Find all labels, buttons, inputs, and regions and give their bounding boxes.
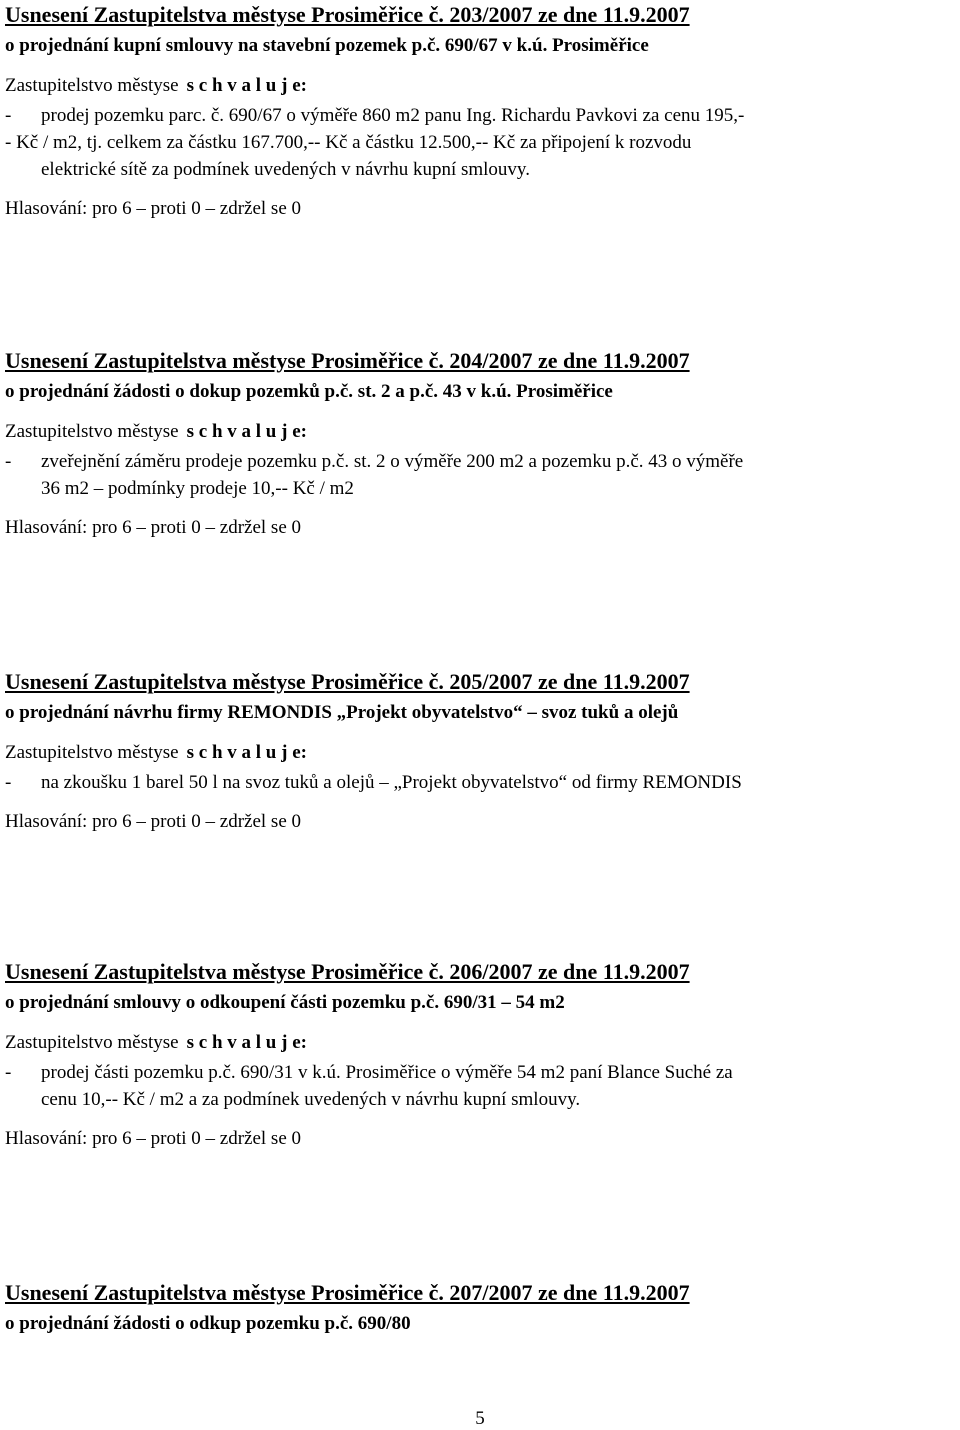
approves-lead: Zastupitelstvo městyse (5, 75, 179, 96)
item-line: 36 m2 – podmínky prodeje 10,-- Kč / m2 (41, 478, 354, 499)
resolution-item (5, 448, 960, 502)
item-text (41, 769, 960, 796)
approves-lead: Zastupitelstvo městyse (5, 421, 179, 442)
resolution-203 (5, 2, 960, 223)
item-dash: - (5, 451, 12, 472)
item-line: zveřejnění záměru prodeje pozemku p.č. st. 2 o výměře 200 m2 a pozemku p.č. 43 o výměře (41, 451, 744, 472)
resolution-205 (5, 669, 960, 836)
resolution-title: Usnesení Zastupitelstva městyse Prosiměřice č. 206/2007 ze dne 11.9.2007 (5, 959, 690, 984)
item-text (41, 448, 960, 502)
resolution-subject: o projednání kupní smlouvy na stavební pozemek p.č. 690/67 v k.ú. Prosiměřice (5, 35, 649, 56)
resolution-title: Usnesení Zastupitelstva městyse Prosiměřice č. 207/2007 ze dne 11.9.2007 (5, 1280, 690, 1305)
approves-lead: Zastupitelstvo městyse (5, 742, 179, 763)
approves-verb: s c h v a l u j e: (186, 1032, 307, 1053)
item-line: cenu 10,-- Kč / m2 a za podmínek uvedených v návrhu kupní smlouvy. (41, 1089, 581, 1110)
approves-lead: Zastupitelstvo městyse (5, 1032, 179, 1053)
vote-result: Hlasování: pro 6 – proti 0 – zdržel se 0 (5, 1128, 302, 1149)
item-line: - Kč / m2, tj. celkem za částku 167.700,-- Kč a částku 12.500,-- Kč za připojení k rozvodu (5, 132, 692, 153)
approves-line (5, 418, 960, 446)
resolution-item (5, 1059, 960, 1113)
item-line: na zkoušku 1 barel 50 l na svoz tuků a olejů – „Projekt obyvatelstvo“ od firmy REMONDIS (41, 772, 742, 793)
item-text (5, 102, 960, 183)
resolution-subject: o projednání žádosti o odkup pozemku p.č. 690/80 (5, 1313, 411, 1334)
resolution-title: Usnesení Zastupitelstva městyse Prosiměřice č. 205/2007 ze dne 11.9.2007 (5, 669, 690, 694)
item-dash: - (5, 1062, 12, 1083)
resolution-206 (5, 959, 960, 1153)
item-text (41, 1059, 960, 1113)
resolution-207 (5, 1280, 960, 1336)
vote-result: Hlasování: pro 6 – proti 0 – zdržel se 0 (5, 517, 302, 538)
resolution-204 (5, 348, 960, 542)
vote-result: Hlasování: pro 6 – proti 0 – zdržel se 0 (5, 198, 302, 219)
approves-line (5, 72, 960, 100)
resolution-title: Usnesení Zastupitelstva městyse Prosiměřice č. 203/2007 ze dne 11.9.2007 (5, 2, 690, 27)
item-dash: - (5, 105, 12, 126)
item-line: prodej části pozemku p.č. 690/31 v k.ú. Prosiměřice o výměře 54 m2 paní Blance Suché za (41, 1062, 733, 1083)
approves-verb: s c h v a l u j e: (186, 742, 307, 763)
item-line: prodej pozemku parc. č. 690/67 o výměře 860 m2 panu Ing. Richardu Pavkovi za cenu 195,- (41, 105, 745, 126)
resolution-title: Usnesení Zastupitelstva městyse Prosiměřice č. 204/2007 ze dne 11.9.2007 (5, 348, 690, 373)
resolution-subject: o projednání žádosti o dokup pozemků p.č. st. 2 a p.č. 43 v k.ú. Prosiměřice (5, 381, 613, 402)
resolution-subject: o projednání návrhu firmy REMONDIS „Projekt obyvatelstvo“ – svoz tuků a olejů (5, 702, 679, 723)
resolution-item (5, 769, 960, 796)
page-number: 5 (475, 1408, 485, 1429)
vote-result: Hlasování: pro 6 – proti 0 – zdržel se 0 (5, 811, 302, 832)
approves-line (5, 1029, 960, 1057)
resolution-item (5, 102, 960, 183)
item-line: elektrické sítě za podmínek uvedených v návrhu kupní smlouvy. (41, 159, 530, 180)
item-dash: - (5, 772, 12, 793)
approves-verb: s c h v a l u j e: (186, 421, 307, 442)
resolution-subject: o projednání smlouvy o odkoupení části pozemku p.č. 690/31 – 54 m2 (5, 992, 565, 1013)
approves-line (5, 739, 960, 767)
approves-verb: s c h v a l u j e: (186, 75, 307, 96)
